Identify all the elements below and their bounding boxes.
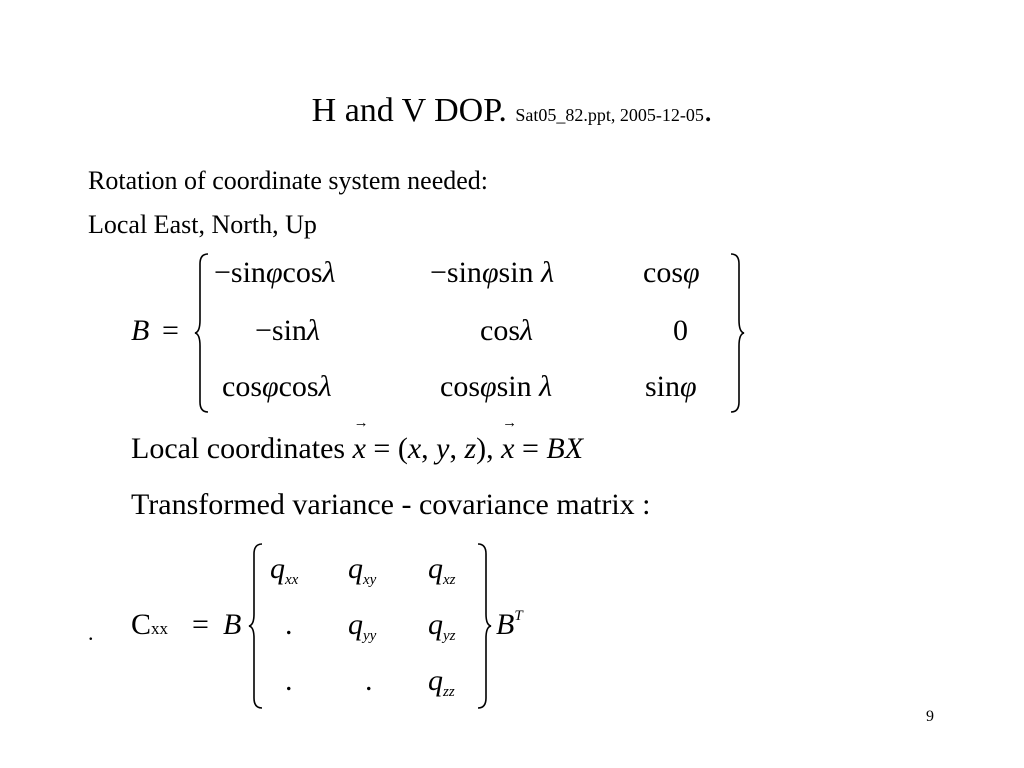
b-r3-c1: cosφcosλ (222, 370, 332, 403)
dot-r3-c1: . (285, 664, 293, 697)
transformed-line: Transformed variance - covariance matrix : (131, 488, 651, 521)
b-r2-c2: cosλ (480, 314, 533, 347)
left-brace (194, 250, 214, 416)
dot-r2-c1: . (285, 608, 293, 641)
cov-bt: $B^T$ (496, 608, 523, 641)
matrix-b-equals: = (162, 314, 179, 347)
title-period: . (703, 92, 713, 129)
q-yy: $q_{yy}$ (348, 608, 377, 644)
b-r1-c2: −sinφsin λ (430, 256, 555, 289)
b-r2-c1: −sinλ (255, 314, 320, 347)
local-coordinates-line: Local coordinates → x = (x, y, z), → x = BX (131, 432, 583, 466)
b-r2-c3: 0 (673, 314, 688, 347)
matrix-b-lhs: B (131, 314, 150, 347)
q-xy: $q_{xy}$ (348, 552, 377, 588)
q-zz: $q_{zz}$ (428, 664, 455, 700)
cov-left-brace (248, 540, 268, 712)
cov-right-brace (472, 540, 492, 712)
b-r3-c2: cosφsin λ (440, 370, 553, 403)
q-xx: $q_{xx}$ (270, 552, 299, 588)
b-r1-c1: −sinφcosλ (214, 256, 336, 289)
page-number: 9 (926, 708, 934, 725)
title-source: Sat05_82.ppt, 2005-12-05 (515, 105, 704, 125)
cov-b: B (223, 608, 242, 641)
intro-line-2: Local East, North, Up (88, 210, 317, 239)
title-main: H and V DOP. (311, 92, 507, 129)
intro-line-1: Rotation of coordinate system needed: (88, 166, 489, 195)
cxx-label: Cxx (131, 608, 169, 641)
slide-title (0, 92, 1024, 130)
dot-r3-c2: . (365, 664, 373, 697)
cov-equals: = (192, 608, 209, 641)
q-yz: $q_{yz}$ (428, 608, 456, 644)
b-r3-c3: sinφ (645, 370, 697, 403)
bullet-dot: . (88, 620, 94, 645)
q-xz: $q_{xz}$ (428, 552, 456, 588)
right-brace (725, 250, 745, 416)
b-r1-c3: cosφ (643, 256, 700, 289)
